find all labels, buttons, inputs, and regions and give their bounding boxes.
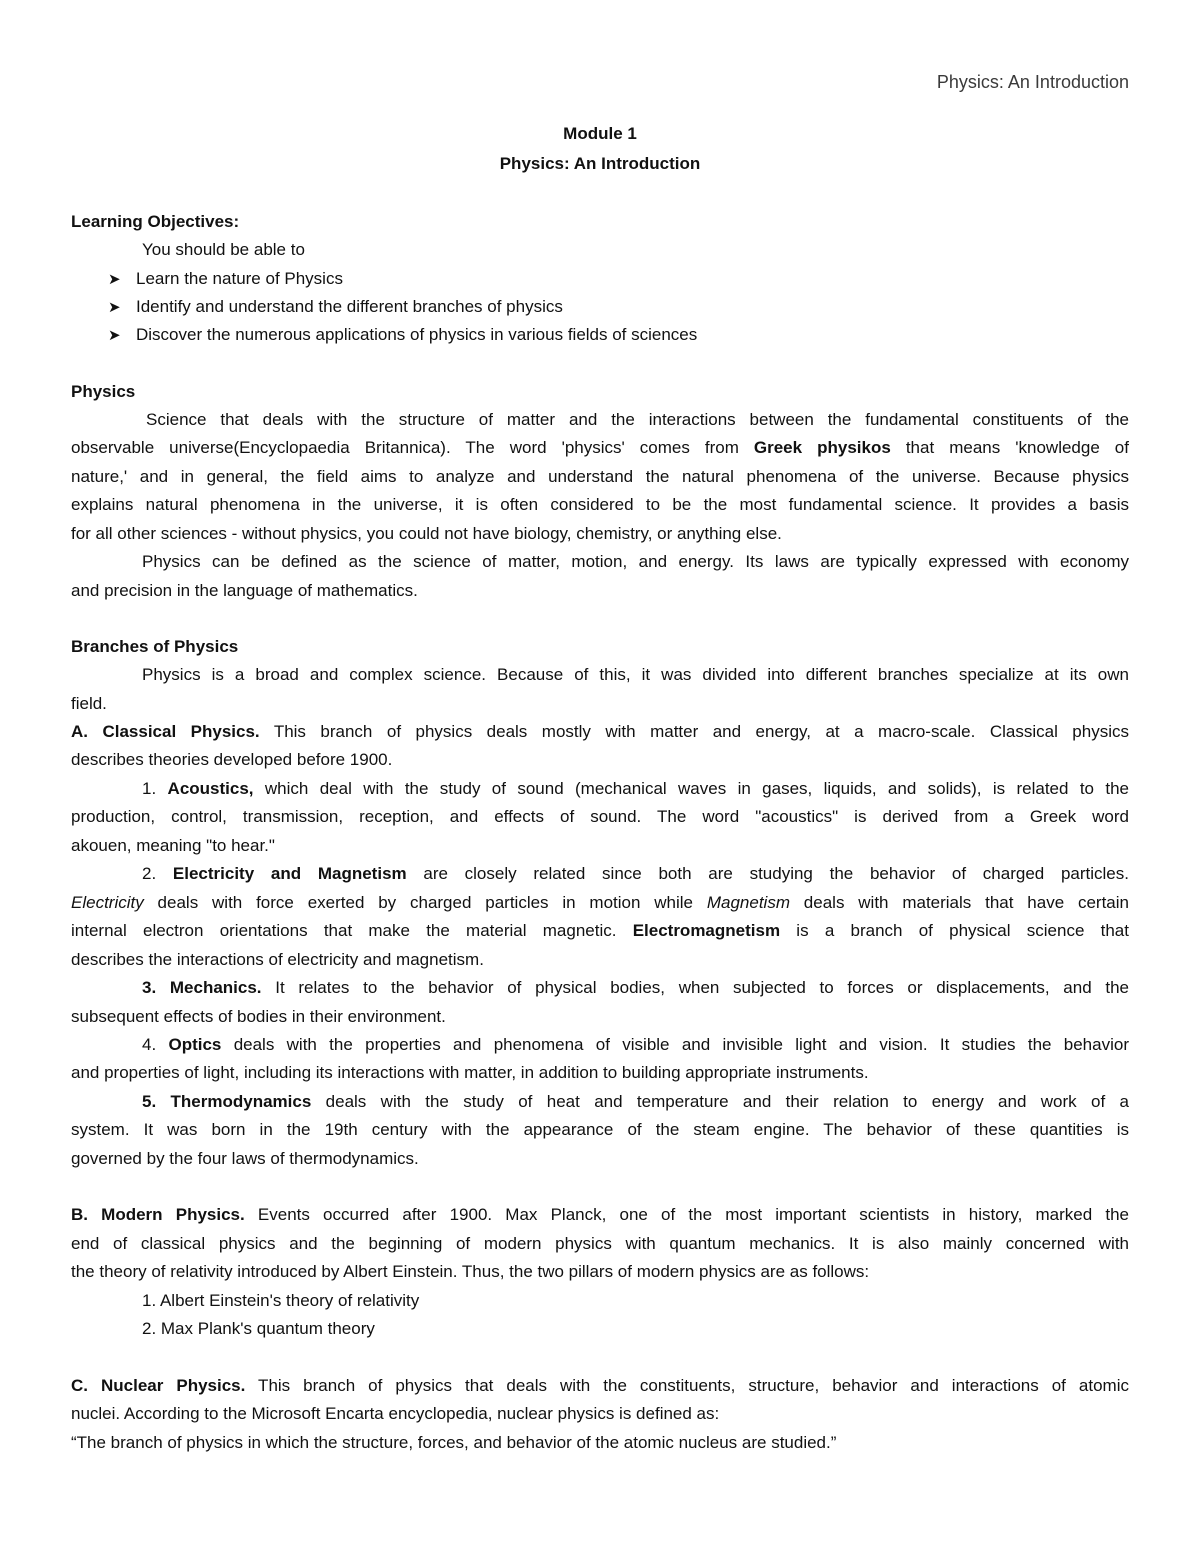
em-line — [71, 917, 1129, 945]
classical-line: describes theories developed before 1900. — [71, 750, 393, 769]
modern-line — [71, 1201, 1129, 1229]
text-run: 4. — [142, 1035, 169, 1054]
nuclear-physics-label: C. Nuclear Physics. — [71, 1376, 246, 1395]
text-run: This branch of physics deals mostly with matter and energy, at a macro-scale. Classical physics — [259, 722, 1129, 741]
branches-intro-line: Physics is a broad and complex science. Because of this, it was divided into different branches specialize at its own — [142, 665, 1129, 684]
text-run: observable universe(Encyclopaedia Britannica). The word 'physics' comes from — [71, 438, 754, 457]
nuclear-line: nuclei. According to the Microsoft Encarta encyclopedia, nuclear physics is defined as: — [71, 1404, 720, 1423]
objective-text: Learn the nature of Physics — [136, 269, 343, 288]
text-run: deals with force exerted by charged particles in motion while — [143, 893, 707, 912]
branches-heading: Branches of Physics — [71, 637, 239, 656]
physics-p1-line: for all other sciences - without physics, you could not have biology, chemistry, or anything else. — [71, 524, 782, 543]
objective-item — [71, 321, 1129, 350]
text-run: are closely related since both are studying the behavior of charged particles. — [406, 864, 1129, 883]
term-magnetism: Magnetism — [706, 893, 790, 912]
branches-intro-line: field. — [71, 694, 107, 713]
text-run: internal electron orientations that make the material magnetic. — [71, 921, 633, 940]
term-acoustics: Acoustics, — [167, 779, 254, 798]
optics-line: and properties of light, including its interactions with matter, in addition to building appropriate instruments. — [71, 1063, 869, 1082]
em-line: describes the interactions of electricity and magnetism. — [71, 950, 484, 969]
arrowhead-bullet-icon: ➤ — [108, 327, 121, 344]
text-run: which deal with the study of sound (mechanical waves in gases, liquids, and solids), is related to the — [253, 779, 1129, 798]
text-run: It relates to the behavior of physical bodies, when subjected to forces or displacements, and the — [261, 978, 1129, 997]
physics-p1-line: explains natural phenomena in the universe, it is often considered to be the most fundamental science. It provides a basis — [71, 495, 1129, 514]
text-run: This branch of physics that deals with the constituents, structure, behavior and interactions of atomic — [245, 1376, 1129, 1395]
mechanics-line — [71, 974, 1129, 1002]
text-run: deals with the study of heat and temperature and their relation to energy and work of a — [311, 1092, 1130, 1111]
acoustics-line: production, control, transmission, reception, and effects of sound. The word "acoustics" is derived from a Greek word — [71, 807, 1129, 826]
text-run: deals with the properties and phenomena of visible and invisible light and vision. It studies the behavior — [221, 1035, 1129, 1054]
text-run: is a branch of physical science that — [780, 921, 1129, 940]
objective-item — [71, 265, 1129, 294]
physics-p1-line — [71, 434, 1129, 462]
thermo-line: governed by the four laws of thermodynamics. — [71, 1149, 419, 1168]
page-title: Physics: An Introduction — [499, 154, 701, 173]
modern-line: the theory of relativity introduced by Albert Einstein. Thus, the two pillars of modern physics are as follows: — [71, 1262, 870, 1281]
modern-physics-label: B. Modern Physics. — [71, 1205, 245, 1224]
term-mechanics: 3. Mechanics. — [142, 978, 262, 997]
physics-heading: Physics — [71, 382, 136, 401]
physics-p2-line: and precision in the language of mathematics. — [71, 581, 418, 600]
term-electricity-magnetism: Electricity and Magnetism — [172, 864, 407, 883]
physics-p2-line: Physics can be defined as the science of matter, motion, and energy. Its laws are typically expressed with economy — [142, 552, 1129, 571]
running-header: Physics: An Introduction — [936, 72, 1129, 92]
text-run: 2. — [142, 864, 173, 883]
arrowhead-bullet-icon: ➤ — [108, 271, 121, 288]
physics-p1-line: nature,' and in general, the field aims to analyze and understand the natural phenomena of the universe. Because physics — [71, 467, 1129, 486]
physics-p1-line: Science that deals with the structure of matter and the interactions between the fundamental constituents of the — [146, 410, 1129, 429]
nuclear-quote: “The branch of physics in which the structure, forces, and behavior of the atomic nucleus are studied.” — [71, 1433, 837, 1452]
acoustics-line: akouen, meaning "to hear." — [71, 836, 275, 855]
thermo-line: system. It was born in the 19th century with the appearance of the steam engine. The behavior of these quantities is — [71, 1120, 1129, 1139]
modern-list-item: 2. Max Plank's quantum theory — [142, 1319, 375, 1338]
text-run: deals with materials that have certain — [789, 893, 1129, 912]
objectives-intro: You should be able to — [142, 240, 305, 259]
objectives-heading: Learning Objectives: — [71, 212, 240, 231]
em-line — [71, 860, 1129, 888]
objective-text: Identify and understand the different branches of physics — [136, 297, 563, 316]
acoustics-line — [71, 775, 1129, 803]
text-run: that means 'knowledge of — [890, 438, 1129, 457]
optics-line — [71, 1031, 1129, 1059]
classical-physics-label: A. Classical Physics. — [71, 722, 260, 741]
arrowhead-bullet-icon: ➤ — [108, 299, 121, 316]
modern-line: end of classical physics and the beginning of modern physics with quantum mechanics. It is also mainly concerned with — [71, 1234, 1129, 1253]
text-run: Events occurred after 1900. Max Planck, one of the most important scientists in history, marked the — [244, 1205, 1129, 1224]
nuclear-line — [71, 1372, 1129, 1400]
term-optics: Optics — [168, 1035, 222, 1054]
term-greek-physikos: Greek physikos — [753, 438, 891, 457]
term-electricity: Electricity — [71, 893, 144, 912]
objective-item — [71, 293, 1129, 322]
mechanics-line: subsequent effects of bodies in their environment. — [71, 1007, 446, 1026]
term-electromagnetism: Electromagnetism — [632, 921, 781, 940]
term-thermodynamics: 5. Thermodynamics — [142, 1092, 312, 1111]
classical-line — [71, 718, 1129, 746]
modern-list-item: 1. Albert Einstein's theory of relativity — [142, 1291, 420, 1310]
objective-text: Discover the numerous applications of physics in various fields of sciences — [136, 325, 698, 344]
thermo-line — [71, 1088, 1129, 1116]
text-run: 1. — [142, 779, 168, 798]
em-line — [71, 889, 1129, 917]
module-number: Module 1 — [563, 124, 637, 143]
